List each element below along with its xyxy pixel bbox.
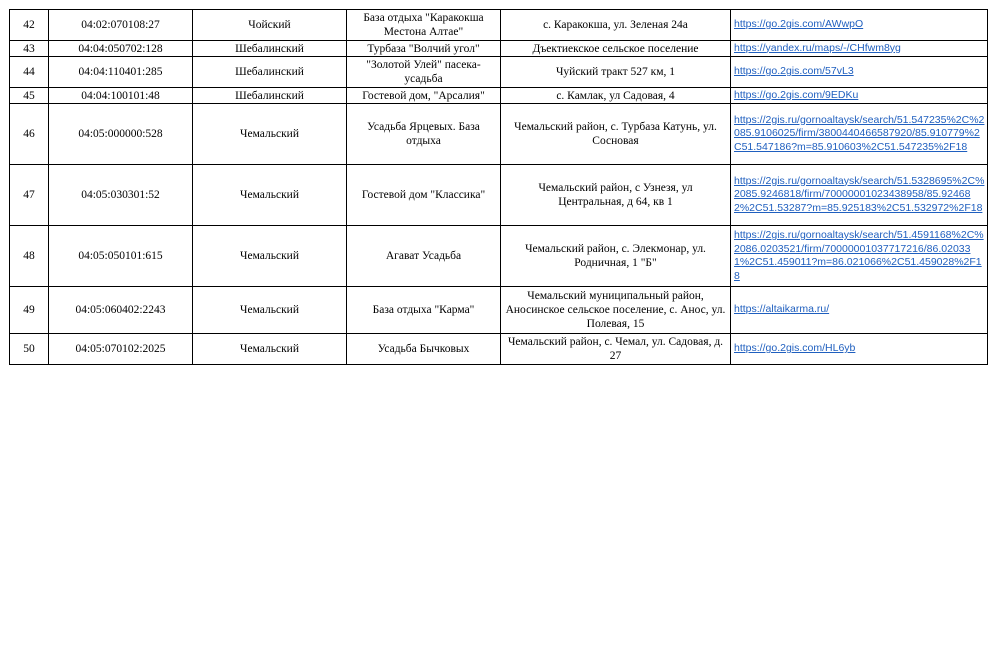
address: Чемальский муниципальный район, Аносинское сельское поселение, с. Анос, ул. Полевая, 15 (501, 287, 731, 334)
cadastral-number: 04:05:050101:615 (49, 226, 193, 287)
address: Дъектиекское сельское поселение (501, 41, 731, 57)
location-link[interactable]: https://altaikarma.ru/ (734, 303, 830, 316)
link-cell (731, 287, 988, 334)
address: Чемальский район, с. Чемал, ул. Садовая, д. 27 (501, 334, 731, 365)
cadastral-number: 04:04:100101:48 (49, 88, 193, 104)
district: Шебалинский (193, 41, 347, 57)
link-cell (731, 88, 988, 104)
object-name: Усадьба Ярцевых. База отдыха (347, 104, 501, 165)
address: Чуйский тракт 527 км, 1 (501, 57, 731, 88)
link-cell (731, 10, 988, 41)
district: Чемальский (193, 165, 347, 226)
object-name: Агават Усадьба (347, 226, 501, 287)
object-name: База отдыха "Каракокша Местона Алтае" (347, 10, 501, 41)
location-link[interactable]: https://2gis.ru/gornoaltaysk/search/51.4591168%2C%2086.0203521/firm/70000001037717216/86.020331%2C51.459011?m=86.021066%2C51.459028%2F18 (734, 229, 984, 282)
address: Чемальский район, с. Элекмонар, ул. Родничная, 1 "Б" (501, 226, 731, 287)
address: Чемальский район, с Узнезя, ул Центральная, д 64, кв 1 (501, 165, 731, 226)
object-name: Усадьба Бычковых (347, 334, 501, 365)
row-number: 42 (10, 10, 49, 41)
cadastral-number: 04:05:000000:528 (49, 104, 193, 165)
object-name: "Золотой Улей" пасека-усадьба (347, 57, 501, 88)
row-number: 43 (10, 41, 49, 57)
link-cell (731, 334, 988, 365)
district: Шебалинский (193, 88, 347, 104)
link-cell (731, 165, 988, 226)
table-row (10, 41, 988, 57)
link-cell (731, 226, 988, 287)
object-name: Гостевой дом "Классика" (347, 165, 501, 226)
district: Чемальский (193, 287, 347, 334)
cadastral-number: 04:04:110401:285 (49, 57, 193, 88)
location-link[interactable]: https://yandex.ru/maps/-/CHfwm8yg (734, 41, 901, 54)
row-number: 50 (10, 334, 49, 365)
row-number: 47 (10, 165, 49, 226)
link-cell (731, 104, 988, 165)
accommodation-registry-table (9, 9, 988, 365)
row-number: 46 (10, 104, 49, 165)
row-number: 49 (10, 287, 49, 334)
row-number: 44 (10, 57, 49, 88)
link-cell (731, 57, 988, 88)
row-number: 48 (10, 226, 49, 287)
cadastral-number: 04:04:050702:128 (49, 41, 193, 57)
table-row (10, 334, 988, 365)
object-name: Турбаза "Волчий угол" (347, 41, 501, 57)
location-link[interactable]: https://2gis.ru/gornoaltaysk/search/51.5328695%2C%2085.9246818/firm/70000001023438958/85.924682%2C51.53287?m=85.925183%2C51.532972%2F18 (734, 174, 985, 214)
district: Чойский (193, 10, 347, 41)
address: с. Каракокша, ул. Зеленая 24а (501, 10, 731, 41)
location-link[interactable]: https://go.2gis.com/AWwpO (734, 18, 864, 31)
table-row (10, 88, 988, 104)
cadastral-number: 04:05:060402:2243 (49, 287, 193, 334)
location-link[interactable]: https://2gis.ru/gornoaltaysk/search/51.547235%2C%2085.9106025/firm/3800440466587920/85.910779%2C51.547186?m=85.910603%2C51.547235%2F18 (734, 113, 985, 153)
location-link[interactable]: https://go.2gis.com/57vL3 (734, 65, 854, 78)
table-row (10, 10, 988, 41)
district: Чемальский (193, 334, 347, 365)
table-row (10, 57, 988, 88)
cadastral-number: 04:05:030301:52 (49, 165, 193, 226)
address: Чемальский район, с. Турбаза Катунь, ул. Сосновая (501, 104, 731, 165)
cadastral-number: 04:05:070102:2025 (49, 334, 193, 365)
district: Чемальский (193, 104, 347, 165)
object-name: База отдыха "Карма" (347, 287, 501, 334)
link-cell (731, 41, 988, 57)
table-row (10, 104, 988, 165)
address: с. Камлак, ул Садовая, 4 (501, 88, 731, 104)
table-row (10, 165, 988, 226)
district: Чемальский (193, 226, 347, 287)
row-number: 45 (10, 88, 49, 104)
cadastral-number: 04:02:070108:27 (49, 10, 193, 41)
table-row (10, 287, 988, 334)
table-row (10, 226, 988, 287)
location-link[interactable]: https://go.2gis.com/HL6yb (734, 342, 856, 355)
object-name: Гостевой дом, "Арсалия" (347, 88, 501, 104)
district: Шебалинский (193, 57, 347, 88)
location-link[interactable]: https://go.2gis.com/9EDKu (734, 88, 859, 101)
